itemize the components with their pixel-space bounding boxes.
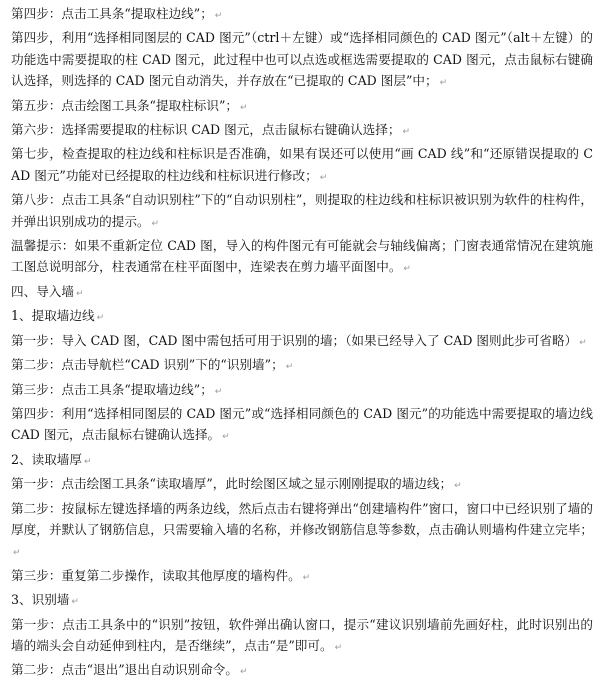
- paragraph-15: [11, 473, 593, 497]
- paragraph-text: 第四步：点击工具条“提取柱边线”；: [11, 6, 213, 21]
- paragraph-text: 四、导入墙: [11, 283, 74, 299]
- paragraph-20: [11, 659, 593, 683]
- paragraph-mark-icon: ↵: [214, 386, 223, 397]
- paragraph-mark-icon: ↵: [403, 264, 411, 275]
- paragraph-mark-icon: ↵: [71, 597, 79, 608]
- paragraph-text: 第一步：点击绘图工具条“读取墙厚”，此时绘图区域之显示刚刚提取的墙边线；: [11, 476, 453, 492]
- paragraph-7: [11, 235, 593, 281]
- paragraph-2: [11, 27, 593, 94]
- paragraph-11: [11, 354, 593, 378]
- paragraph-text: 1、提取墙边线: [11, 308, 95, 324]
- paragraph-mark-icon: ↵: [13, 548, 21, 559]
- paragraph-text: 第一步：点击工具条中的“识别”按钮，软件弹出确认窗口，提示“建议识别墙前先画好柱，此时识别出的墙的端头会自动延伸到柱内，是否继续”，点击“是”即可。: [11, 616, 593, 653]
- paragraph-text: 第三步：点击工具条“提取墙边线”；: [11, 381, 213, 397]
- paragraph-text: 第四步，利用“选择相同图层的 CAD 图元”（ctrl＋左键）或“选择相同颜色的 CAD 图元”（alt＋左键）的功能选中需要提取的柱 CAD 图元，此过程中也可以点选或框选需要提取的 CAD 图元，点击鼠标右键确认选择，则选择的 CAD 图元自动消失，并存放在“已提取的 CAD 图层”中；: [11, 30, 593, 89]
- paragraph-mark-icon: ↵: [454, 481, 462, 492]
- paragraph-5: [11, 143, 593, 189]
- paragraph-mark-icon: ↵: [302, 572, 311, 583]
- paragraph-text: 第一步：导入 CAD 图，CAD 图中需包括可用于识别的墙；（如果已经导入了 CAD 图则此步可省略）: [11, 332, 578, 348]
- paragraph-text: 第二步：点击“退出”退出自动识别命令。: [11, 662, 238, 678]
- paragraph-text: 第三步：重复第二步操作，读取其他厚度的墙构件。: [11, 567, 301, 583]
- paragraph-text: 第四步：利用“选择相同图层的 CAD 图元”或“选择相同颜色的 CAD 图元”的功能选中需要提取的墙边线 CAD 图元，点击鼠标右键确认选择。: [11, 405, 593, 443]
- paragraph-10: [11, 330, 593, 354]
- paragraph-mark-icon: ↵: [334, 642, 343, 653]
- paragraph-text: 第六步：选择需要提取的柱标识 CAD 图元，点击鼠标右键确认选择；: [11, 122, 401, 138]
- paragraph-text: 第二步：点击导航栏“CAD 识别”下的“识别墙”；: [11, 357, 284, 373]
- paragraph-mark-icon: ↵: [75, 288, 84, 299]
- paragraph-1: [11, 3, 593, 27]
- paragraph-mark-icon: ↵: [222, 432, 230, 443]
- subheading-2: [11, 449, 593, 473]
- paragraph-text: 第五步：点击绘图工具条“提取柱标识”；: [11, 97, 238, 113]
- section-heading-4: [11, 281, 593, 305]
- paragraph-mark-icon: ↵: [402, 127, 411, 138]
- paragraph-mark-icon: ↵: [579, 337, 587, 348]
- paragraph-mark-icon: ↵: [214, 11, 223, 21]
- paragraph-mark-icon: ↵: [239, 667, 248, 678]
- paragraph-16: [11, 498, 593, 565]
- subheading-1: [11, 305, 593, 329]
- document-body: [11, 3, 593, 684]
- paragraph-3: [11, 95, 593, 119]
- paragraph-mark-icon: ↵: [83, 456, 92, 467]
- paragraph-mark-icon: ↵: [96, 313, 105, 324]
- paragraph-mark-icon: ↵: [439, 78, 448, 89]
- paragraph-17: [11, 565, 593, 589]
- paragraph-text: 温馨提示：如果不重新定位 CAD 图，导入的构件图元有可能就会与轴线偏离；门窗表通常情况在建筑施工图总说明部分，柱表通常在柱平面图中，连梁表在剪力墙平面图中。: [11, 238, 593, 275]
- paragraph-mark-icon: ↵: [285, 362, 294, 373]
- paragraph-mark-icon: ↵: [319, 172, 328, 183]
- paragraph-mark-icon: ↵: [239, 102, 248, 113]
- paragraph-text: 第八步：点击工具条“自动识别柱”下的“自动识别柱”，则提取的柱边线和柱标识被识别为软件的柱构件，并弹出识别成功的提示。: [11, 192, 593, 229]
- paragraph-mark-icon: ↵: [151, 218, 160, 229]
- paragraph-text: 第七步，检查提取的柱边线和柱标识是否准确，如果有误还可以使用“画 CAD 线”和“还原错误提取的 CAD 图元”功能对已经提取的柱边线和柱标识进行修改；: [11, 146, 593, 183]
- subheading-3: [11, 589, 593, 613]
- paragraph-4: [11, 119, 593, 143]
- paragraph-text: 第二步：按鼠标左键选择墙的两条边线，然后点击右键将弹出“创建墙构件”窗口，窗口中已经识别了墙的厚度，并默认了钢筋信息，只需要输入墙的名称，并修改钢筋信息等参数，点击确认则墙构件建立完毕；: [11, 500, 593, 537]
- paragraph-text: 2、读取墙厚: [11, 451, 82, 467]
- paragraph-6: [11, 189, 593, 235]
- paragraph-12: [11, 379, 593, 403]
- paragraph-13: [11, 403, 593, 449]
- paragraph-text: 3、识别墙: [11, 592, 70, 608]
